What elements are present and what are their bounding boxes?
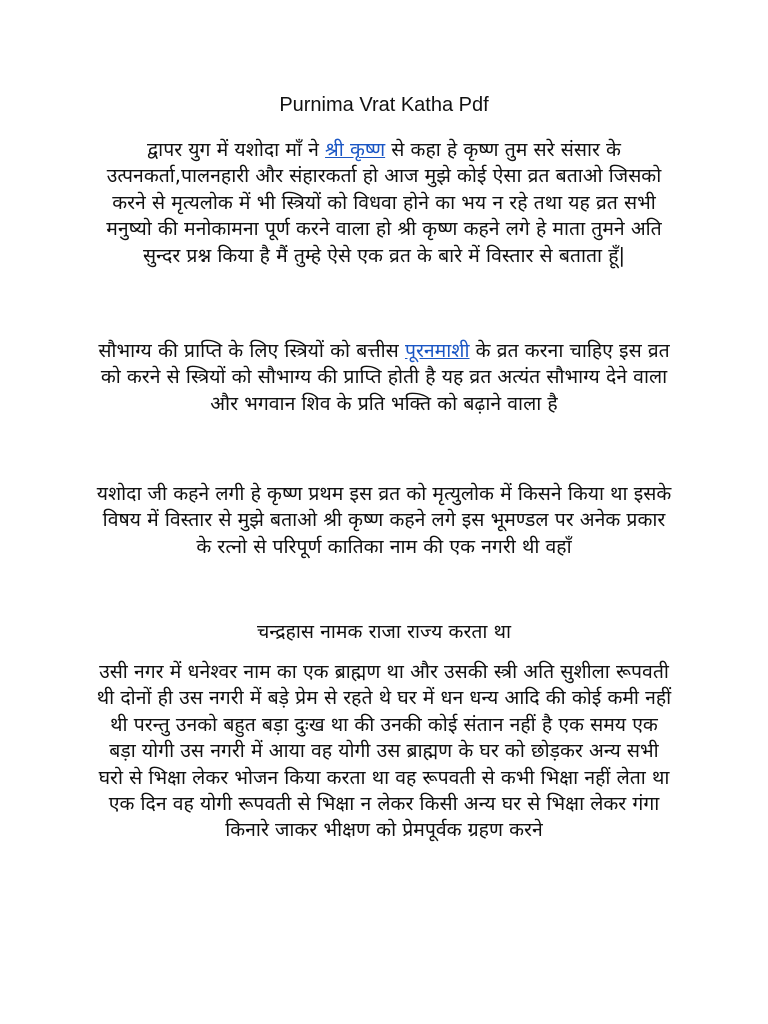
document-title: Purnima Vrat Katha Pdf: [279, 94, 489, 116]
paragraph-2: [96, 338, 672, 417]
link-purnamashi[interactable]: पूरनमाशी: [404, 339, 470, 362]
paragraph-3: यशोदा जी कहने लगी हे कृष्ण प्रथम इस व्रत को मृत्युलोक में किसने किया था इसके विषय में विस्तार से मुझे बताओ श्री कृष्ण कहने लगे इस भूमण्डल पर अनेक प्रकार के रत्नो से परिपूर्ण कातिका नाम की एक नगरी थी वहाँ: [96, 482, 672, 558]
paragraph-1: [96, 137, 672, 269]
paragraph-1-text-end: से कहा हे कृष्ण तुम सरे संसार के उत्पनकर्ता,पालनहारी और संहारकर्ता हो आज मुझे कोई ऐसा व्रत बताओ जिसको करने से मृत्यलोक में भी स्त्रियों को विधवा होने का भय न रहे तथा यह व्रत सभी मनुष्यो की मनोकामना पूर्ण करने वाला हो श्री कृष्ण कहने लगे हे माता तुमने अति सुन्दर प्रश्न किया है मैं तुम्हे ऐसे एक व्रत के बारे में विस्तार से बताता हूँ|: [106, 138, 662, 267]
link-shri-krishna[interactable]: श्री कृष्ण: [325, 138, 386, 161]
paragraph-5: उसी नगर में धनेश्वर नाम का एक ब्राह्मण था और उसकी स्त्री अति सुशीला रूपवती थी दोनों ही उस नगरी में बड़े प्रेम से रहते थे घर में धन धन्य आदि की कोई कमी नहीं थी परन्तु उनको बहुत बड़ा दुःख था की उनकी कोई संतान नहीं है एक समय एक बड़ा योगी उस नगरी में आया वह योगी उस ब्राह्मण के घर को छोड़कर अन्य सभी घरो से भिक्षा लेकर भोजन किया करता था वह रूपवती से कभी भिक्षा नहीं लेता था एक दिन वह योगी रूपवती से भिक्षा न लेकर किसी अन्य घर से भिक्षा लेकर गंगा किनारे जाकर भीक्षण को प्रेमपूर्वक ग्रहण करने: [96, 660, 672, 842]
paragraph-2-text-end: के व्रत करना चाहिए इस व्रत को करने से स्त्रियों को सौभाग्य की प्राप्ति होती है यह व्रत अत्यंत सौभाग्य देने वाला और भगवान शिव के प्रति भक्ति को बढ़ाने वाला है: [100, 339, 670, 415]
paragraph-1-text-start: द्वापर युग में यशोदा माँ ने: [147, 138, 326, 161]
paragraph-2-text-start: सौभाग्य की प्राप्ति के लिए स्त्रियों को बत्तीस: [98, 339, 405, 362]
paragraph-4: चन्द्रहास नामक राजा राज्य करता था: [256, 620, 512, 643]
